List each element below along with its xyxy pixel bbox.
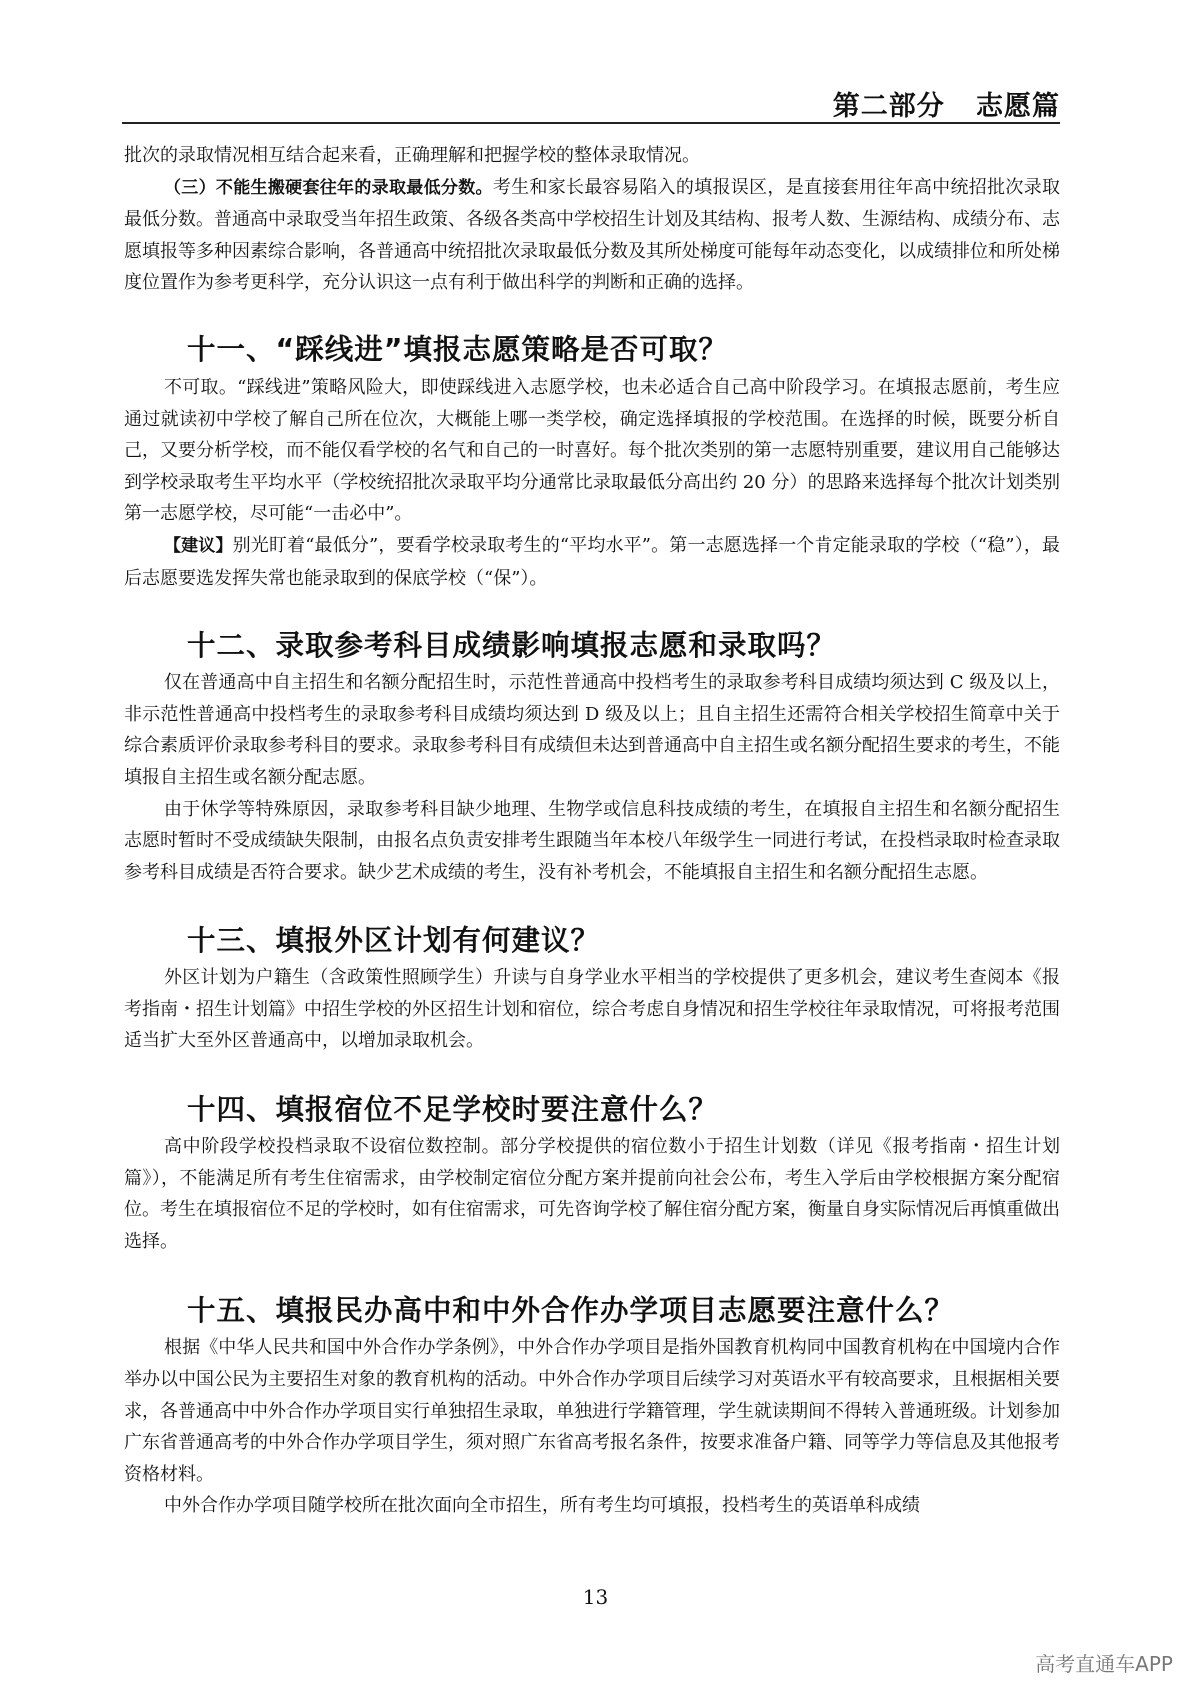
paragraph: 不可取。“踩线进”策略风险大，即使踩线进入志愿学校，也未必适合自己高中阶段学习。在填报志愿前，考生应通过就读初中学校了解自己所在位次，大概能上哪一类学校，确定选择填报的学校范围。在选择的时候，既要分析自己，又要分析学校，而不能仅看学校的名气和自己的一时喜好。每个批次类别的第一志愿特别重要，建议用自己能够达到学校录取考生平均水平（学校统招批次录取平均分通常比录取最低分高出约 20 分）的思路来选择每个批次计划类别第一志愿学校，尽可能“一击必中”。 bbox=[124, 376, 1060, 525]
bold-lead: 【建议】 bbox=[164, 535, 233, 556]
paragraph: 仅在普通高中自主招生和名额分配招生时，示范性普通高中投档考生的录取参考科目成绩均须达到 C 级及以上，非示范性普通高中投档考生的录取参考科目成绩均须达到 D 级及以上；且自主招生还需符合相关学校招生简章中关于综合素质评价录取参考科目的要求。录取参考科目有成绩但未达到普通高中自主招生或名额分配招生要求的考生，不能填报自主招生或名额分配志愿。 bbox=[124, 672, 1060, 788]
bold-lead: （三）不能生搬硬套往年的录取最低分数。 bbox=[164, 177, 493, 198]
section-heading: 十一、“踩线进”填报志愿策略是否可取？ bbox=[187, 332, 728, 366]
section-heading: 十二、录取参考科目成绩影响填报志愿和录取吗？ bbox=[187, 629, 837, 663]
paragraph-text: 别光盯着“最低分”，要看学校录取考生的“平均水平”。第一志愿选择一个肯定能录取的学校（“稳”），最后志愿要选发挥失常也能录取到的保底学校（“保”）。 bbox=[124, 534, 1061, 589]
paragraph: 高中阶段学校投档录取不设宿位数控制。部分学校提供的宿位数小于招生计划数（详见《报考指南・招生计划篇》），不能满足所有考生住宿需求，由学校制定宿位分配方案并提前向社会公布，考生入学后由学校根据方案分配宿位。考生在填报宿位不足的学校时，如有住宿需求，可先咨询学校了解住宿分配方案，衡量自身实际情况后再慎重做出选择。 bbox=[124, 1136, 1060, 1252]
page-header bbox=[122, 82, 1060, 124]
paragraph: 由于休学等特殊原因，录取参考科目缺少地理、生物学或信息科技成绩的考生，在填报自主招生和名额分配招生志愿时暂时不受成绩缺失限制，由报名点负责安排考生跟随当年本校八年级学生一同进行考试，在投档录取时检查录取参考科目成绩是否符合要求。缺少艺术成绩的考生，没有补考机会，不能填报自主招生和名额分配招生志愿。 bbox=[124, 798, 1060, 883]
section-heading: 十五、填报民办高中和中外合作办学项目志愿要注意什么？ bbox=[187, 1294, 955, 1328]
paragraph: 中外合作办学项目随学校所在批次面向全市招生，所有考生均可填报，投档考生的英语单科成绩 bbox=[164, 1495, 920, 1517]
section-heading: 十四、填报宿位不足学校时要注意什么？ bbox=[187, 1093, 719, 1127]
app-watermark: 高考直通车APP bbox=[1035, 1652, 1173, 1676]
page-content bbox=[124, 140, 1060, 1522]
paragraph: 根据《中华人民共和国中外合作办学条例》，中外合作办学项目是指外国教育机构同中国教育机构在中国境内合作举办以中国公民为主要招生对象的教育机构的活动。中外合作办学项目后续学习对英语水平有较高要求，且根据相关要求，各普通高中中外合作办学项目实行单独招生录取，单独进行学籍管理，学生就读期间不得转入普通班级。计划参加广东省普通高考的中外合作办学项目学生，须对照广东省高考报名条件，按要求准备户籍、同等学力等信息及其他报考资格材料。 bbox=[124, 1337, 1060, 1485]
page-number: 13 bbox=[582, 1585, 609, 1609]
paragraph bbox=[124, 172, 1060, 299]
paragraph: 外区计划为户籍生（含政策性照顾学生）升读与自身学业水平相当的学校提供了更多机会，建议考生查阅本《报考指南・招生计划篇》中招生学校的外区招生计划和宿位，综合考虑自身情况和招生学校往年录取情况，可将报考范围适当扩大至外区普通高中，以增加录取机会。 bbox=[124, 967, 1060, 1052]
paragraph-text: 考生和家长最容易陷入的填报误区，是直接套用往年高中统招批次录取最低分数。普通高中录取受当年招生政策、各级各类高中学校招生计划及其结构、报考人数、生源结构、成绩分布、志愿填报等多种因素综合影响，各普通高中统招批次录取最低分数及其所处梯度可能每年动态变化，以成绩排位和所处梯度位置作为参考更科学，充分认识这一点有利于做出科学的判断和正确的选择。 bbox=[124, 176, 1061, 294]
paragraph bbox=[124, 530, 1060, 594]
paragraph: 批次的录取情况相互结合起来看，正确理解和把握学校的整体录取情况。 bbox=[124, 145, 700, 166]
section-heading: 十三、填报外区计划有何建议？ bbox=[187, 924, 601, 958]
section-title: 第二部分 志愿篇 bbox=[832, 91, 1060, 122]
